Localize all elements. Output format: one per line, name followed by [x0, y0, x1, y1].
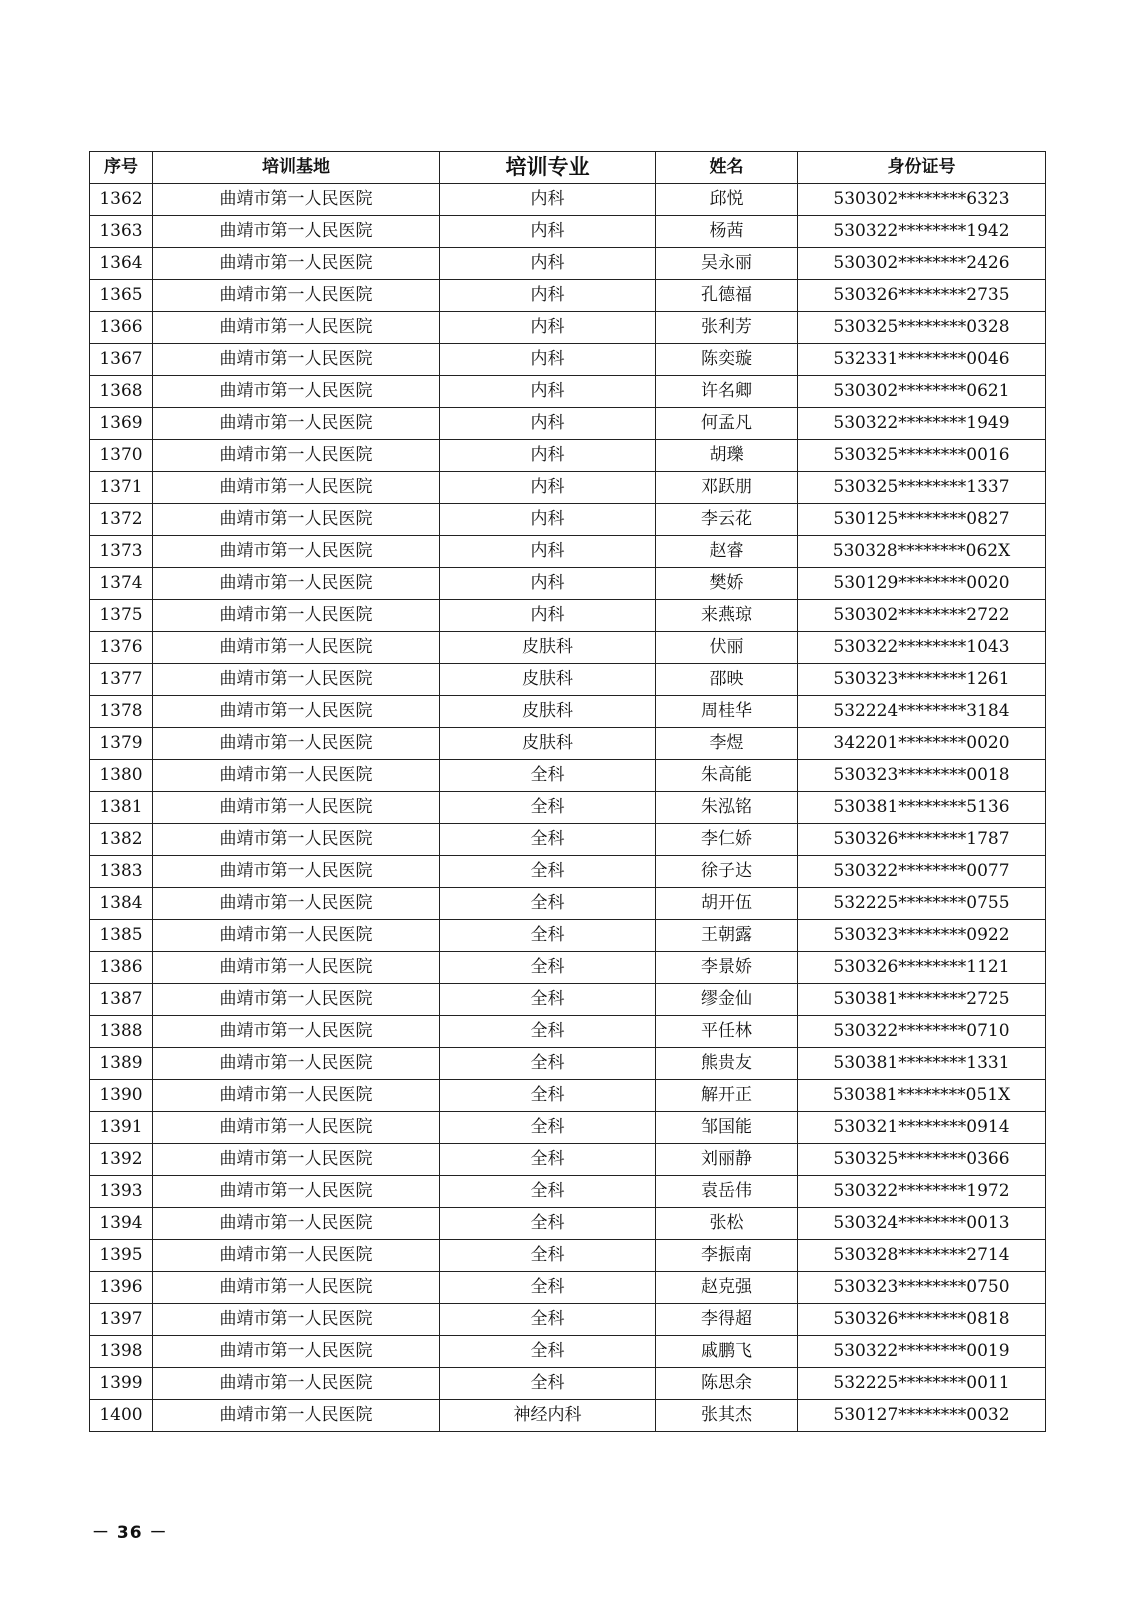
cell-id-number: 530322********1043	[798, 632, 1046, 664]
cell-training-specialty: 内科	[440, 440, 656, 472]
cell-training-base: 曲靖市第一人民医院	[153, 472, 440, 504]
cell-name: 陈思余	[656, 1368, 798, 1400]
cell-name: 李得超	[656, 1304, 798, 1336]
cell-name: 李景娇	[656, 952, 798, 984]
cell-training-specialty: 内科	[440, 408, 656, 440]
table-row	[90, 504, 1046, 536]
cell-training-base: 曲靖市第一人民医院	[153, 1048, 440, 1080]
table-row	[90, 1080, 1046, 1112]
cell-training-specialty: 全科	[440, 984, 656, 1016]
cell-id-number: 530302********0621	[798, 376, 1046, 408]
table-row	[90, 1176, 1046, 1208]
cell-serial-number: 1395	[90, 1240, 153, 1272]
cell-training-specialty: 内科	[440, 600, 656, 632]
cell-training-base: 曲靖市第一人民医院	[153, 760, 440, 792]
cell-name: 朱泓铭	[656, 792, 798, 824]
cell-name: 许名卿	[656, 376, 798, 408]
table-row	[90, 888, 1046, 920]
cell-serial-number: 1371	[90, 472, 153, 504]
cell-serial-number: 1364	[90, 248, 153, 280]
cell-training-base: 曲靖市第一人民医院	[153, 792, 440, 824]
table-row	[90, 312, 1046, 344]
cell-name: 缪金仙	[656, 984, 798, 1016]
cell-name: 邓跃朋	[656, 472, 798, 504]
table-row	[90, 632, 1046, 664]
cell-training-base: 曲靖市第一人民医院	[153, 1144, 440, 1176]
cell-training-specialty: 内科	[440, 376, 656, 408]
cell-serial-number: 1384	[90, 888, 153, 920]
cell-name: 赵克强	[656, 1272, 798, 1304]
table-row	[90, 344, 1046, 376]
cell-training-specialty: 内科	[440, 248, 656, 280]
table-row	[90, 440, 1046, 472]
cell-training-specialty: 全科	[440, 760, 656, 792]
cell-serial-number: 1389	[90, 1048, 153, 1080]
cell-name: 李仁娇	[656, 824, 798, 856]
cell-id-number: 530127********0032	[798, 1400, 1046, 1432]
table-row	[90, 1048, 1046, 1080]
table-row	[90, 1336, 1046, 1368]
cell-training-specialty: 全科	[440, 1336, 656, 1368]
cell-training-base: 曲靖市第一人民医院	[153, 376, 440, 408]
cell-serial-number: 1398	[90, 1336, 153, 1368]
cell-name: 周桂华	[656, 696, 798, 728]
cell-training-specialty: 全科	[440, 1144, 656, 1176]
cell-id-number: 530321********0914	[798, 1112, 1046, 1144]
cell-name: 刘丽静	[656, 1144, 798, 1176]
cell-id-number: 530322********0019	[798, 1336, 1046, 1368]
table-row	[90, 248, 1046, 280]
cell-serial-number: 1392	[90, 1144, 153, 1176]
cell-training-base: 曲靖市第一人民医院	[153, 1272, 440, 1304]
cell-training-base: 曲靖市第一人民医院	[153, 280, 440, 312]
cell-id-number: 530322********1949	[798, 408, 1046, 440]
table-row	[90, 952, 1046, 984]
table-row	[90, 1272, 1046, 1304]
cell-name: 胡开伍	[656, 888, 798, 920]
cell-name: 胡瓅	[656, 440, 798, 472]
cell-name: 解开正	[656, 1080, 798, 1112]
table-row	[90, 472, 1046, 504]
cell-training-base: 曲靖市第一人民医院	[153, 824, 440, 856]
cell-training-specialty: 皮肤科	[440, 728, 656, 760]
cell-id-number: 530325********1337	[798, 472, 1046, 504]
cell-name: 朱高能	[656, 760, 798, 792]
cell-id-number: 530323********0018	[798, 760, 1046, 792]
cell-training-base: 曲靖市第一人民医院	[153, 920, 440, 952]
cell-name: 戚鹏飞	[656, 1336, 798, 1368]
cell-id-number: 530302********2722	[798, 600, 1046, 632]
cell-training-base: 曲靖市第一人民医院	[153, 664, 440, 696]
cell-training-base: 曲靖市第一人民医院	[153, 536, 440, 568]
cell-training-specialty: 皮肤科	[440, 632, 656, 664]
trainee-table	[89, 151, 1046, 1432]
cell-name: 吴永丽	[656, 248, 798, 280]
table-row	[90, 1208, 1046, 1240]
cell-training-specialty: 皮肤科	[440, 664, 656, 696]
cell-serial-number: 1379	[90, 728, 153, 760]
cell-name: 袁岳伟	[656, 1176, 798, 1208]
cell-id-number: 530326********0818	[798, 1304, 1046, 1336]
cell-name: 平任林	[656, 1016, 798, 1048]
cell-id-number: 530322********1942	[798, 216, 1046, 248]
cell-id-number: 530325********0016	[798, 440, 1046, 472]
cell-training-specialty: 全科	[440, 920, 656, 952]
cell-training-specialty: 内科	[440, 216, 656, 248]
table-row	[90, 568, 1046, 600]
cell-training-specialty: 全科	[440, 888, 656, 920]
cell-name: 杨茜	[656, 216, 798, 248]
cell-training-base: 曲靖市第一人民医院	[153, 728, 440, 760]
cell-training-base: 曲靖市第一人民医院	[153, 344, 440, 376]
cell-name: 熊贵友	[656, 1048, 798, 1080]
cell-serial-number: 1365	[90, 280, 153, 312]
cell-name: 邹国能	[656, 1112, 798, 1144]
cell-training-specialty: 全科	[440, 1176, 656, 1208]
cell-serial-number: 1399	[90, 1368, 153, 1400]
cell-id-number: 530328********062X	[798, 536, 1046, 568]
table-row	[90, 408, 1046, 440]
table-row	[90, 856, 1046, 888]
cell-training-specialty: 内科	[440, 280, 656, 312]
cell-id-number: 530328********2714	[798, 1240, 1046, 1272]
cell-id-number: 530323********0922	[798, 920, 1046, 952]
cell-id-number: 530326********2735	[798, 280, 1046, 312]
cell-training-base: 曲靖市第一人民医院	[153, 888, 440, 920]
cell-id-number: 532331********0046	[798, 344, 1046, 376]
cell-training-specialty: 内科	[440, 536, 656, 568]
table-row	[90, 696, 1046, 728]
cell-id-number: 530381********1331	[798, 1048, 1046, 1080]
cell-id-number: 532225********0755	[798, 888, 1046, 920]
cell-training-base: 曲靖市第一人民医院	[153, 408, 440, 440]
cell-name: 邵映	[656, 664, 798, 696]
cell-name: 李煜	[656, 728, 798, 760]
cell-serial-number: 1378	[90, 696, 153, 728]
cell-id-number: 342201********0020	[798, 728, 1046, 760]
cell-serial-number: 1394	[90, 1208, 153, 1240]
table-row	[90, 1112, 1046, 1144]
table-header-row	[90, 152, 1046, 184]
cell-id-number: 530125********0827	[798, 504, 1046, 536]
cell-serial-number: 1377	[90, 664, 153, 696]
table-row	[90, 824, 1046, 856]
cell-training-base: 曲靖市第一人民医院	[153, 440, 440, 472]
table-body	[90, 184, 1046, 1432]
cell-serial-number: 1372	[90, 504, 153, 536]
cell-id-number: 530322********0077	[798, 856, 1046, 888]
header-id-number: 身份证号	[798, 152, 1046, 184]
cell-id-number: 530326********1121	[798, 952, 1046, 984]
cell-training-base: 曲靖市第一人民医院	[153, 216, 440, 248]
cell-training-base: 曲靖市第一人民医院	[153, 312, 440, 344]
cell-training-base: 曲靖市第一人民医院	[153, 1080, 440, 1112]
cell-serial-number: 1373	[90, 536, 153, 568]
cell-name: 樊娇	[656, 568, 798, 600]
cell-training-specialty: 全科	[440, 1048, 656, 1080]
cell-serial-number: 1380	[90, 760, 153, 792]
cell-training-base: 曲靖市第一人民医院	[153, 600, 440, 632]
cell-serial-number: 1396	[90, 1272, 153, 1304]
cell-training-specialty: 全科	[440, 1208, 656, 1240]
header-training-specialty: 培训专业	[440, 152, 656, 184]
cell-training-specialty: 内科	[440, 504, 656, 536]
cell-training-base: 曲靖市第一人民医院	[153, 184, 440, 216]
cell-training-base: 曲靖市第一人民医院	[153, 1400, 440, 1432]
cell-name: 李云花	[656, 504, 798, 536]
cell-id-number: 530322********1972	[798, 1176, 1046, 1208]
cell-name: 张其杰	[656, 1400, 798, 1432]
table-row	[90, 184, 1046, 216]
cell-training-base: 曲靖市第一人民医院	[153, 504, 440, 536]
cell-training-specialty: 全科	[440, 1112, 656, 1144]
cell-serial-number: 1375	[90, 600, 153, 632]
cell-training-base: 曲靖市第一人民医院	[153, 1208, 440, 1240]
cell-serial-number: 1385	[90, 920, 153, 952]
cell-training-specialty: 内科	[440, 472, 656, 504]
cell-training-specialty: 全科	[440, 856, 656, 888]
cell-serial-number: 1400	[90, 1400, 153, 1432]
cell-name: 邱悦	[656, 184, 798, 216]
cell-id-number: 530324********0013	[798, 1208, 1046, 1240]
cell-serial-number: 1381	[90, 792, 153, 824]
table-row	[90, 216, 1046, 248]
cell-name: 陈奕璇	[656, 344, 798, 376]
cell-id-number: 530381********2725	[798, 984, 1046, 1016]
table-row	[90, 760, 1046, 792]
cell-name: 伏丽	[656, 632, 798, 664]
table-row	[90, 1304, 1046, 1336]
cell-serial-number: 1397	[90, 1304, 153, 1336]
cell-training-base: 曲靖市第一人民医院	[153, 952, 440, 984]
cell-name: 李振南	[656, 1240, 798, 1272]
table-row	[90, 280, 1046, 312]
cell-serial-number: 1368	[90, 376, 153, 408]
table-row	[90, 1016, 1046, 1048]
page-number: － 36 －	[92, 1523, 168, 1543]
cell-name: 徐子达	[656, 856, 798, 888]
cell-serial-number: 1367	[90, 344, 153, 376]
table-row	[90, 920, 1046, 952]
cell-training-base: 曲靖市第一人民医院	[153, 1336, 440, 1368]
cell-id-number: 530325********0366	[798, 1144, 1046, 1176]
table-row	[90, 1400, 1046, 1432]
table-row	[90, 728, 1046, 760]
cell-serial-number: 1363	[90, 216, 153, 248]
cell-name: 赵睿	[656, 536, 798, 568]
cell-name: 孔德福	[656, 280, 798, 312]
table-row	[90, 1144, 1046, 1176]
cell-training-specialty: 全科	[440, 824, 656, 856]
cell-id-number: 530381********051X	[798, 1080, 1046, 1112]
cell-training-specialty: 内科	[440, 184, 656, 216]
cell-name: 何孟凡	[656, 408, 798, 440]
cell-training-specialty: 内科	[440, 312, 656, 344]
cell-training-base: 曲靖市第一人民医院	[153, 1368, 440, 1400]
cell-training-specialty: 全科	[440, 1272, 656, 1304]
cell-training-base: 曲靖市第一人民医院	[153, 568, 440, 600]
cell-id-number: 530322********0710	[798, 1016, 1046, 1048]
cell-id-number: 532225********0011	[798, 1368, 1046, 1400]
table-row	[90, 376, 1046, 408]
cell-serial-number: 1390	[90, 1080, 153, 1112]
cell-serial-number: 1370	[90, 440, 153, 472]
cell-id-number: 530326********1787	[798, 824, 1046, 856]
cell-training-specialty: 全科	[440, 1368, 656, 1400]
cell-name: 来燕琼	[656, 600, 798, 632]
cell-training-specialty: 全科	[440, 1304, 656, 1336]
cell-training-base: 曲靖市第一人民医院	[153, 984, 440, 1016]
cell-training-base: 曲靖市第一人民医院	[153, 1176, 440, 1208]
cell-training-specialty: 全科	[440, 952, 656, 984]
table-row	[90, 984, 1046, 1016]
table-row	[90, 600, 1046, 632]
cell-id-number: 530302********2426	[798, 248, 1046, 280]
cell-id-number: 530325********0328	[798, 312, 1046, 344]
header-serial-number: 序号	[90, 152, 153, 184]
cell-serial-number: 1369	[90, 408, 153, 440]
cell-training-base: 曲靖市第一人民医院	[153, 696, 440, 728]
cell-training-base: 曲靖市第一人民医院	[153, 632, 440, 664]
cell-training-specialty: 内科	[440, 568, 656, 600]
cell-serial-number: 1382	[90, 824, 153, 856]
cell-training-specialty: 全科	[440, 1240, 656, 1272]
cell-training-specialty: 皮肤科	[440, 696, 656, 728]
cell-id-number: 530381********5136	[798, 792, 1046, 824]
cell-serial-number: 1376	[90, 632, 153, 664]
cell-training-base: 曲靖市第一人民医院	[153, 856, 440, 888]
table-row	[90, 1240, 1046, 1272]
cell-name: 张利芳	[656, 312, 798, 344]
cell-id-number: 530323********0750	[798, 1272, 1046, 1304]
cell-training-base: 曲靖市第一人民医院	[153, 1016, 440, 1048]
cell-id-number: 530129********0020	[798, 568, 1046, 600]
cell-training-specialty: 全科	[440, 792, 656, 824]
cell-training-specialty: 全科	[440, 1016, 656, 1048]
cell-serial-number: 1366	[90, 312, 153, 344]
cell-serial-number: 1362	[90, 184, 153, 216]
table-row	[90, 536, 1046, 568]
cell-id-number: 530323********1261	[798, 664, 1046, 696]
cell-training-base: 曲靖市第一人民医院	[153, 248, 440, 280]
cell-serial-number: 1387	[90, 984, 153, 1016]
cell-serial-number: 1393	[90, 1176, 153, 1208]
cell-training-base: 曲靖市第一人民医院	[153, 1304, 440, 1336]
cell-training-specialty: 全科	[440, 1080, 656, 1112]
header-training-base: 培训基地	[153, 152, 440, 184]
cell-name: 张松	[656, 1208, 798, 1240]
cell-serial-number: 1391	[90, 1112, 153, 1144]
cell-serial-number: 1374	[90, 568, 153, 600]
cell-serial-number: 1386	[90, 952, 153, 984]
cell-training-specialty: 神经内科	[440, 1400, 656, 1432]
cell-training-base: 曲靖市第一人民医院	[153, 1240, 440, 1272]
table-row	[90, 1368, 1046, 1400]
cell-serial-number: 1388	[90, 1016, 153, 1048]
table-row	[90, 664, 1046, 696]
header-name: 姓名	[656, 152, 798, 184]
table-row	[90, 792, 1046, 824]
cell-id-number: 530302********6323	[798, 184, 1046, 216]
cell-serial-number: 1383	[90, 856, 153, 888]
cell-name: 王朝露	[656, 920, 798, 952]
cell-training-specialty: 内科	[440, 344, 656, 376]
cell-id-number: 532224********3184	[798, 696, 1046, 728]
cell-training-base: 曲靖市第一人民医院	[153, 1112, 440, 1144]
